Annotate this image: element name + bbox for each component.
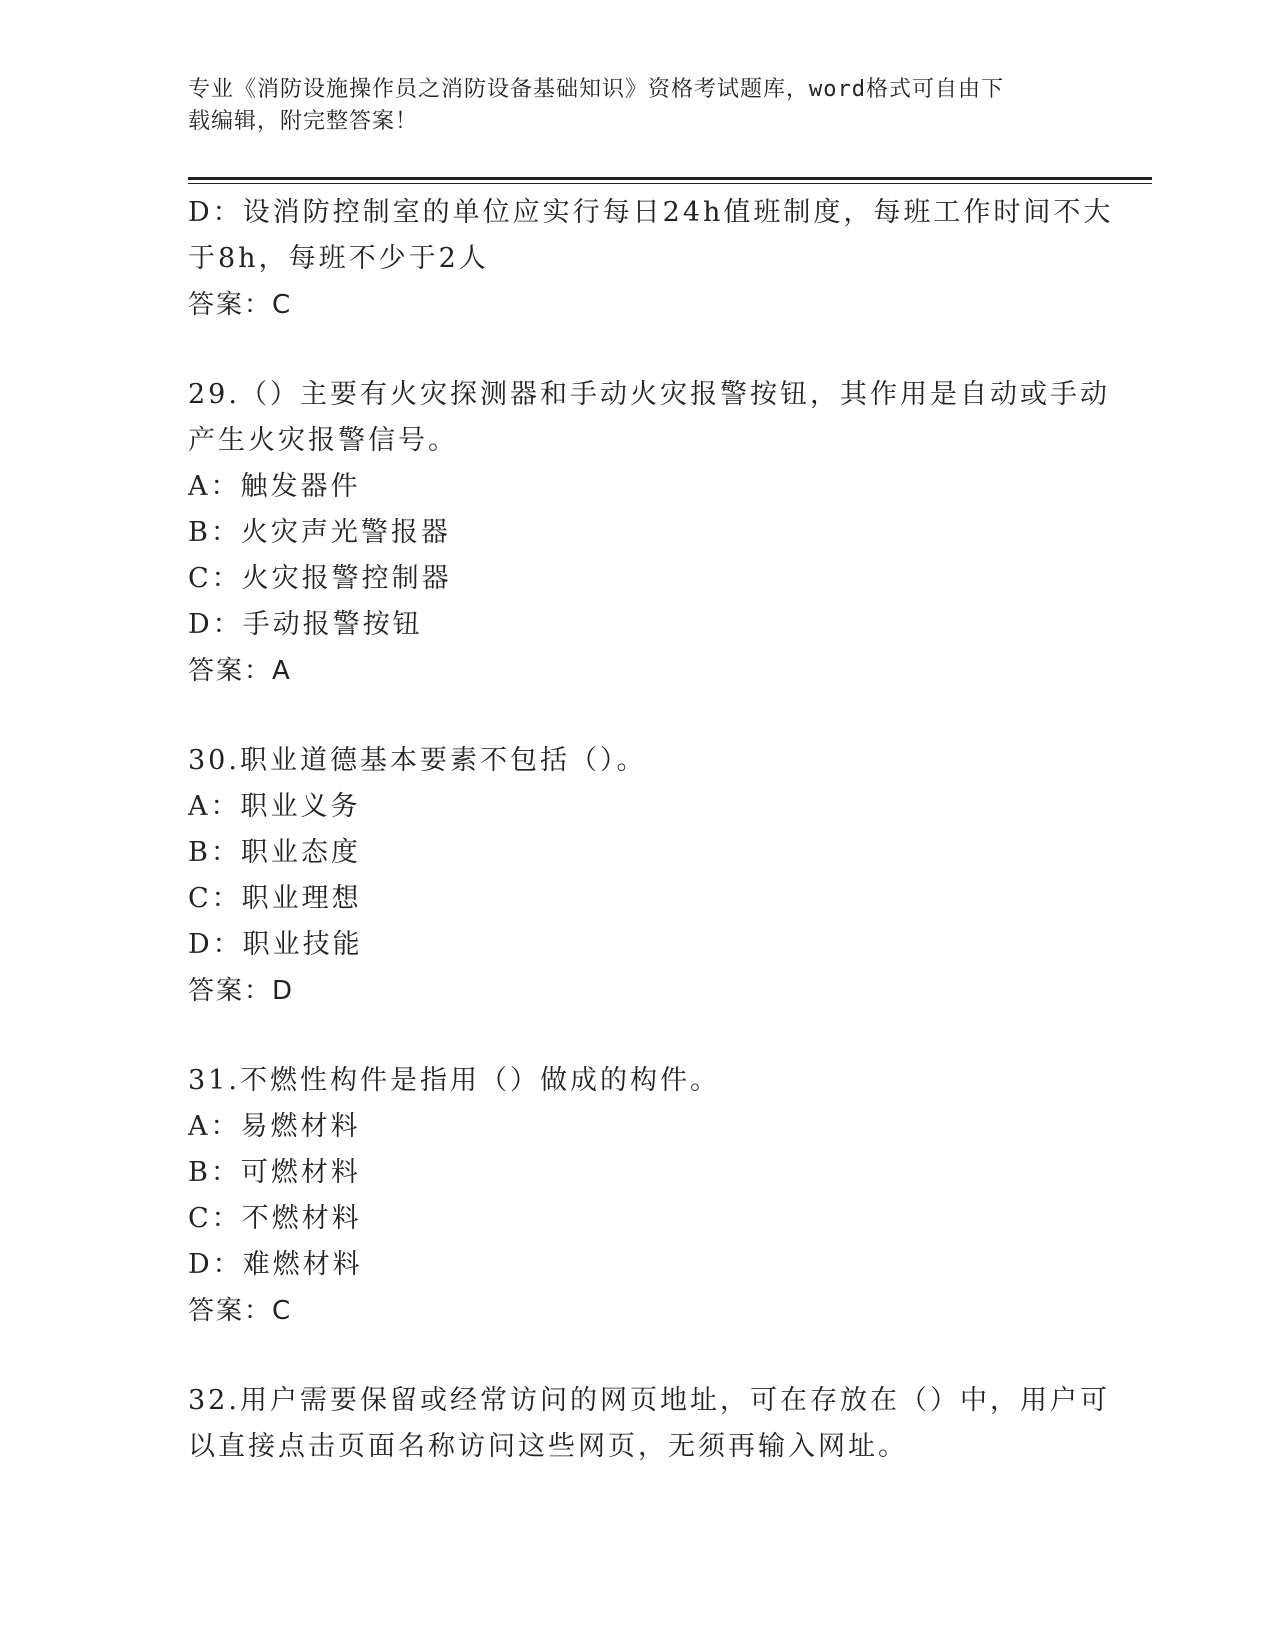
block-spacer [188,328,1088,372]
question-block [188,190,1114,328]
question-line: C：不燃材料 [188,1203,362,1234]
answer-line: 答案：D [188,976,295,1006]
question-line: B：职业态度 [188,837,361,868]
question-list [188,190,1114,1470]
question-line: B：可燃材料 [188,1157,361,1188]
question-block [188,372,1110,694]
block-spacer [188,1014,1088,1058]
question-block [188,1058,1088,1334]
question-line: 30.职业道德基本要素不包括（）。 [188,745,647,776]
question-block [188,738,1088,1014]
header-line: 载编辑，附完整答案！ [188,109,419,134]
question-line: A：职业义务 [188,791,361,822]
question-line: D：设消防控制室的单位应实行每日24h值班制度，每班工作时间不大 [188,197,1114,228]
question-line: D：职业技能 [188,929,363,960]
question-line: 31.不燃性构件是指用（）做成的构件。 [188,1065,720,1096]
question-line: C：职业理想 [188,883,362,914]
answer-line: 答案：C [188,290,293,320]
question-line: A：触发器件 [188,471,361,502]
question-line: D：难燃材料 [188,1249,363,1280]
question-line: D：手动报警按钮 [188,609,423,640]
question-line: 以直接点击页面名称访问这些网页，无须再输入网址。 [188,1431,908,1462]
question-line: B：火灾声光警报器 [188,517,451,548]
page-header [188,74,1088,138]
header-line: 专业《消防设施操作员之消防设备基础知识》资格考试题库，word格式可自由下 [188,77,1004,102]
question-block [188,1378,1110,1470]
answer-line: 答案：C [188,1296,293,1326]
question-line: 产生火灾报警信号。 [188,425,458,456]
block-spacer [188,694,1088,738]
header-divider-thin [188,183,1152,184]
question-line: 于8h，每班不少于2人 [188,243,489,274]
answer-line: 答案：A [188,656,292,686]
question-line: 32.用户需要保留或经常访问的网页地址，可在存放在（）中，用户可 [188,1385,1110,1416]
block-spacer [188,1334,1088,1378]
question-line: C：火灾报警控制器 [188,563,452,594]
question-line: A：易燃材料 [188,1111,361,1142]
header-divider-thick [188,177,1152,180]
question-line: 29.（）主要有火灾探测器和手动火灾报警按钮，其作用是自动或手动 [188,379,1110,410]
